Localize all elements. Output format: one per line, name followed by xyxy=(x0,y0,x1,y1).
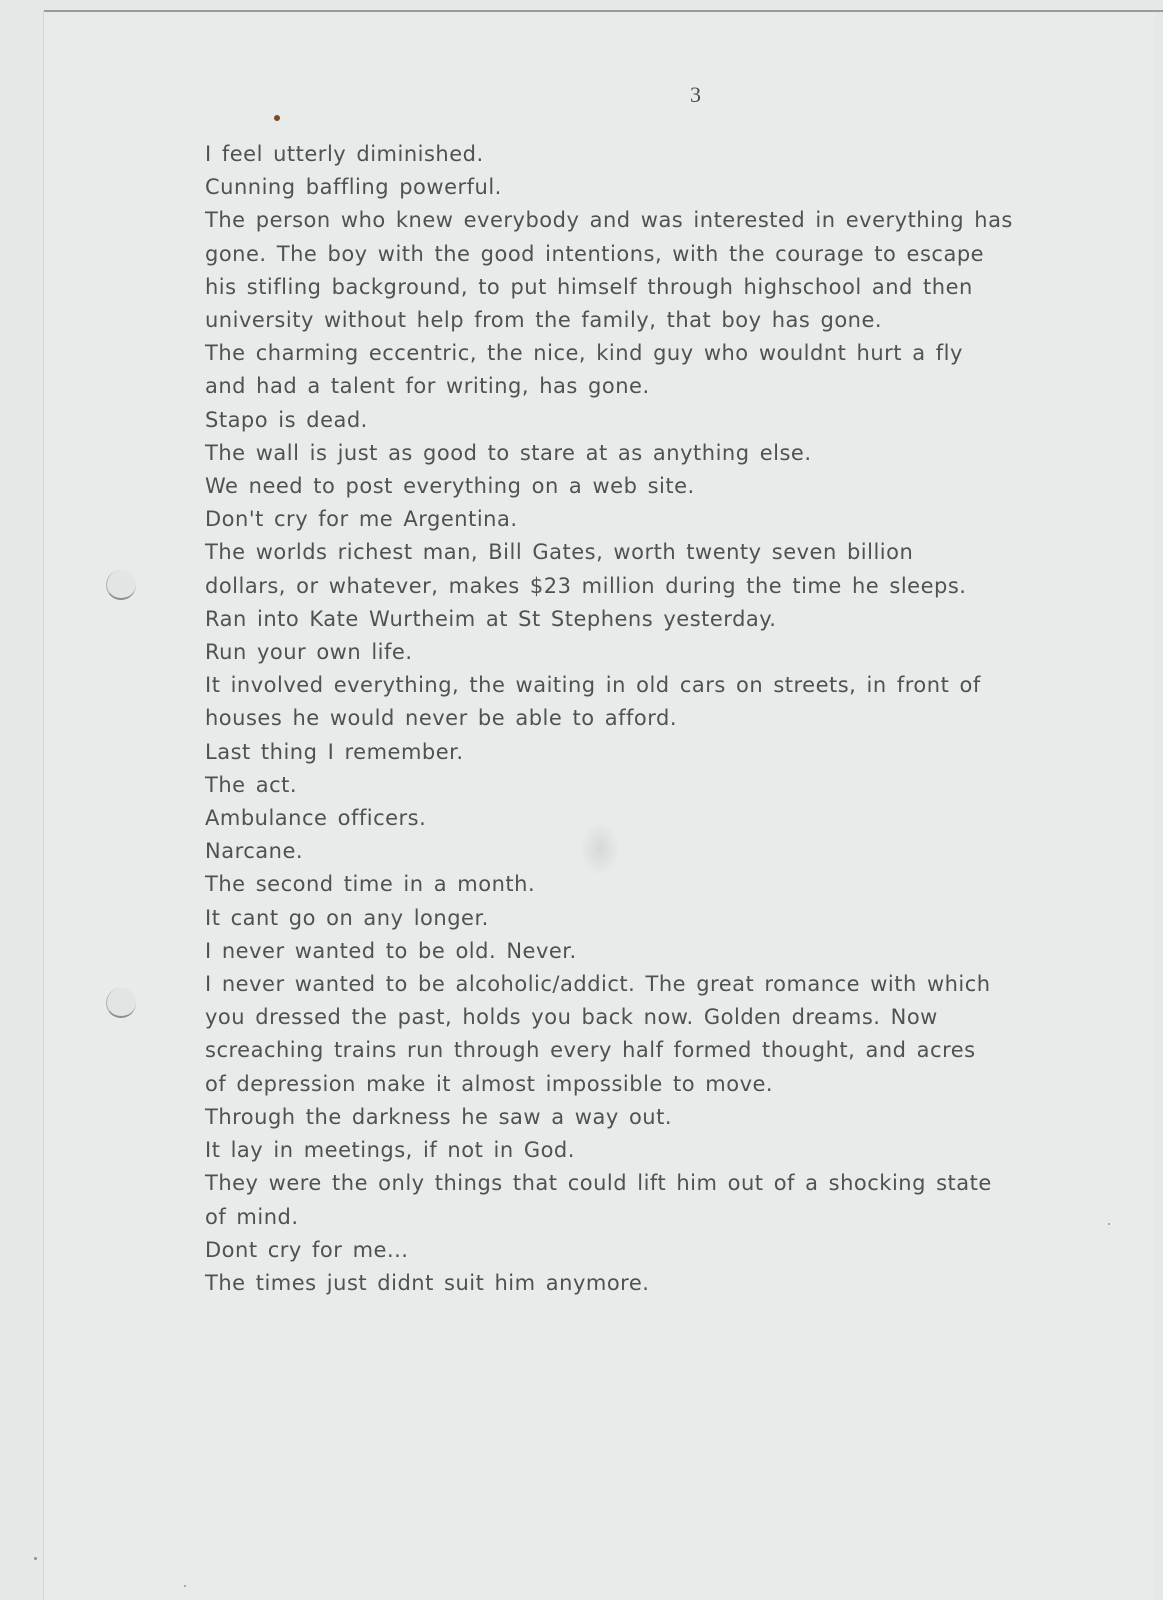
text-line: The charming eccentric, the nice, kind guy who wouldnt hurt a fly xyxy=(205,341,963,366)
text-line: The worlds richest man, Bill Gates, worth twenty seven billion xyxy=(205,540,914,565)
text-line: The wall is just as good to stare at as anything else. xyxy=(205,440,812,465)
text-line: his stifling background, to put himself through highschool and then xyxy=(205,274,973,299)
text-line: Through the darkness he saw a way out. xyxy=(205,1104,673,1129)
text-line: of mind. xyxy=(205,1204,299,1229)
text-line: Ran into Kate Wurtheim at St Stephens yesterday. xyxy=(205,606,777,631)
text-line: It cant go on any longer. xyxy=(205,905,489,930)
text-line: you dressed the past, holds you back now. Golden dreams. Now xyxy=(205,1005,938,1030)
text-line: Narcane. xyxy=(205,839,304,864)
punch-hole-upper xyxy=(106,570,136,600)
text-line: screaching trains run through every half formed thought, and acres xyxy=(205,1038,976,1063)
text-line: of depression make it almost impossible to move. xyxy=(205,1071,774,1096)
text-line: and had a talent for writing, has gone. xyxy=(205,374,650,399)
punch-hole-lower xyxy=(106,988,136,1018)
text-line: I never wanted to be alcoholic/addict. The great romance with which xyxy=(205,972,991,997)
paper-top-edge xyxy=(44,10,1163,12)
text-line: I feel utterly diminished. xyxy=(205,142,484,166)
text-line: gone. The boy with the good intentions, with the courage to escape xyxy=(205,241,985,266)
text-line: The act. xyxy=(205,772,298,797)
dust-speck xyxy=(34,1557,37,1560)
text-line: Don't cry for me Argentina. xyxy=(205,507,518,532)
text-line: The times just didnt suit him anymore. xyxy=(205,1270,650,1295)
text-line: Last thing I remember. xyxy=(205,739,464,764)
text-line: The person who knew everybody and was interested in everything has xyxy=(205,208,1013,233)
text-line: Dont cry for me... xyxy=(205,1237,409,1262)
text-line: We need to post everything on a web site. xyxy=(205,474,695,499)
text-line: Run your own life. xyxy=(205,640,413,665)
text-line: Ambulance officers. xyxy=(205,806,427,831)
text-line: dollars, or whatever, makes $23 million during the time he sleeps. xyxy=(205,573,967,598)
text-line: Cunning baffling powerful. xyxy=(205,175,502,200)
page-number: 3 xyxy=(690,82,701,107)
body-text xyxy=(205,138,1035,1300)
text-line: The second time in a month. xyxy=(205,872,536,897)
paper-left-edge xyxy=(43,11,44,1600)
dust-speck xyxy=(1108,1223,1110,1225)
text-line: houses he would never be able to afford. xyxy=(205,706,677,731)
text-line: They were the only things that could lift him out of a shocking state xyxy=(205,1171,992,1196)
text-line: university without help from the family, that boy has gone. xyxy=(205,308,883,333)
text-line: It involved everything, the waiting in old cars on streets, in front of xyxy=(205,673,981,698)
text-line: Stapo is dead. xyxy=(205,407,368,432)
text-line: I never wanted to be old. Never. xyxy=(205,938,577,963)
text-line: It lay in meetings, if not in God. xyxy=(205,1138,575,1163)
dust-speck xyxy=(184,1585,186,1587)
ink-dot xyxy=(274,115,280,121)
